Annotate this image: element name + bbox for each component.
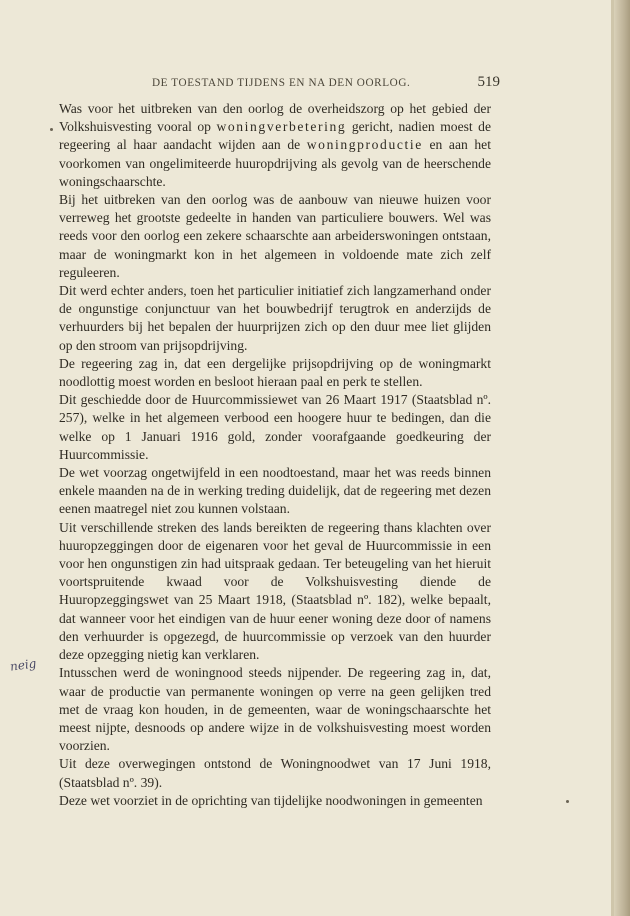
margin-speck: [50, 128, 53, 131]
paragraph-1-after: en aan het voorkomen van ongelimiteerde huuropdrijving als gevolg van de heerschende woningschaarschte.: [59, 137, 491, 189]
paragraph-3: Dit werd echter anders, toen het particulier initiatief zich langzamerhand onder de ongunstige conjunctuur van het bouwbedrijf terugtrok en anderzijds de verhuurders bij het bepalen der huurprijzen zich op den duur mee liet glijden op den stroom van prijsopdrijving.: [59, 283, 491, 353]
paragraph-1-middle: gericht, nadien moest de regeering al haar aandacht wijden aan de: [59, 119, 491, 153]
running-header: DE TOESTAND TIJDENS EN NA DEN OORLOG.: [152, 77, 411, 89]
paragraph-7: Uit verschillende streken des lands bereikten de regeering thans klachten over huuropzeggingen door de eigenaren voor het geval de Huurcommissie in een voor hen ongunstigen zin had uitspraak gedaan. Ter beteugeling van het hieruit voortspruitende kwaad voor de Volkshuisvesting diende de Huuropzeggingswet van 25 Maart 1918, (Staatsblad nº. 182), welke bepaalt, dat wanneer voor het eindigen van de huur eener woning deze door of namens den verhuurder is opgezegd, de huurcommissie op verzoek van den huurder deze opzegging nietig kan verklaren.: [59, 519, 491, 663]
body-text: [59, 100, 491, 810]
page-number: 519: [477, 74, 500, 90]
paragraph-9: Uit deze overwegingen ontstond de Woningnoodwet van 17 Juni 1918, (Staatsblad nº. 39).: [59, 756, 491, 790]
paragraph-4: De regeering zag in, dat een dergelijke prijsopdrijving op de woningmarkt noodlottig moest worden en besloot hieraan paal en perk te stellen.: [59, 355, 491, 390]
spaced-term-woningverbetering: woningverbetering: [216, 119, 347, 135]
paragraph-1-before: Was voor het uitbreken van den oorlog de overheidszorg op het gebied der Volkshuisvesting vooral op: [59, 101, 491, 135]
handwritten-margin-note: neig: [9, 656, 38, 674]
paragraph-6: De wet voorzag ongetwijfeld in een noodtoestand, maar het was reeds binnen enkele maanden na de in werking treding duidelijk, dat de regeering met dezen eenen maatregel niet zou kunnen volstaan.: [59, 465, 491, 517]
book-gutter: [614, 0, 630, 916]
paragraph-5: Dit geschiedde door de Huurcommissiewet van 26 Maart 1917 (Staatsblad nº. 257), welke in het algemeen verbood een hoogere huur te bedingen, dan die welke op 1 Januari 1916 gold, zonder voorafgaande goedkeuring der Huurcommissie.: [59, 392, 491, 462]
page-edge: [611, 0, 614, 916]
spaced-term-woningproductie: woningproductie: [306, 137, 423, 153]
paragraph-8: Intusschen werd de woningnood steeds nijpender. De regeering zag in, dat, waar de productie van permanente woningen op verre na geen gelijken tred met de vraag kon houden, in de gemeenten, waar de woningschaarschte het meest nijpte, desnoods op andere wijze in de volkshuisvesting moest worden voorzien.: [59, 665, 491, 754]
paragraph-2: Bij het uitbreken van den oorlog was de aanbouw van nieuwe huizen voor verreweg het grootste gedeelte in handen van particuliere bouwers. Wel was reeds voor den oorlog een zekere schaarschte aan arbeiderswoningen ontstaan, maar de woningmarkt kon in het algemeen in voldoende mate zich zelf reguleeren.: [59, 192, 491, 280]
margin-speck: [566, 800, 569, 803]
paragraph-10: Deze wet voorziet in de oprichting van tijdelijke noodwoningen in gemeenten: [59, 792, 483, 808]
paragraph-1: [59, 100, 491, 191]
